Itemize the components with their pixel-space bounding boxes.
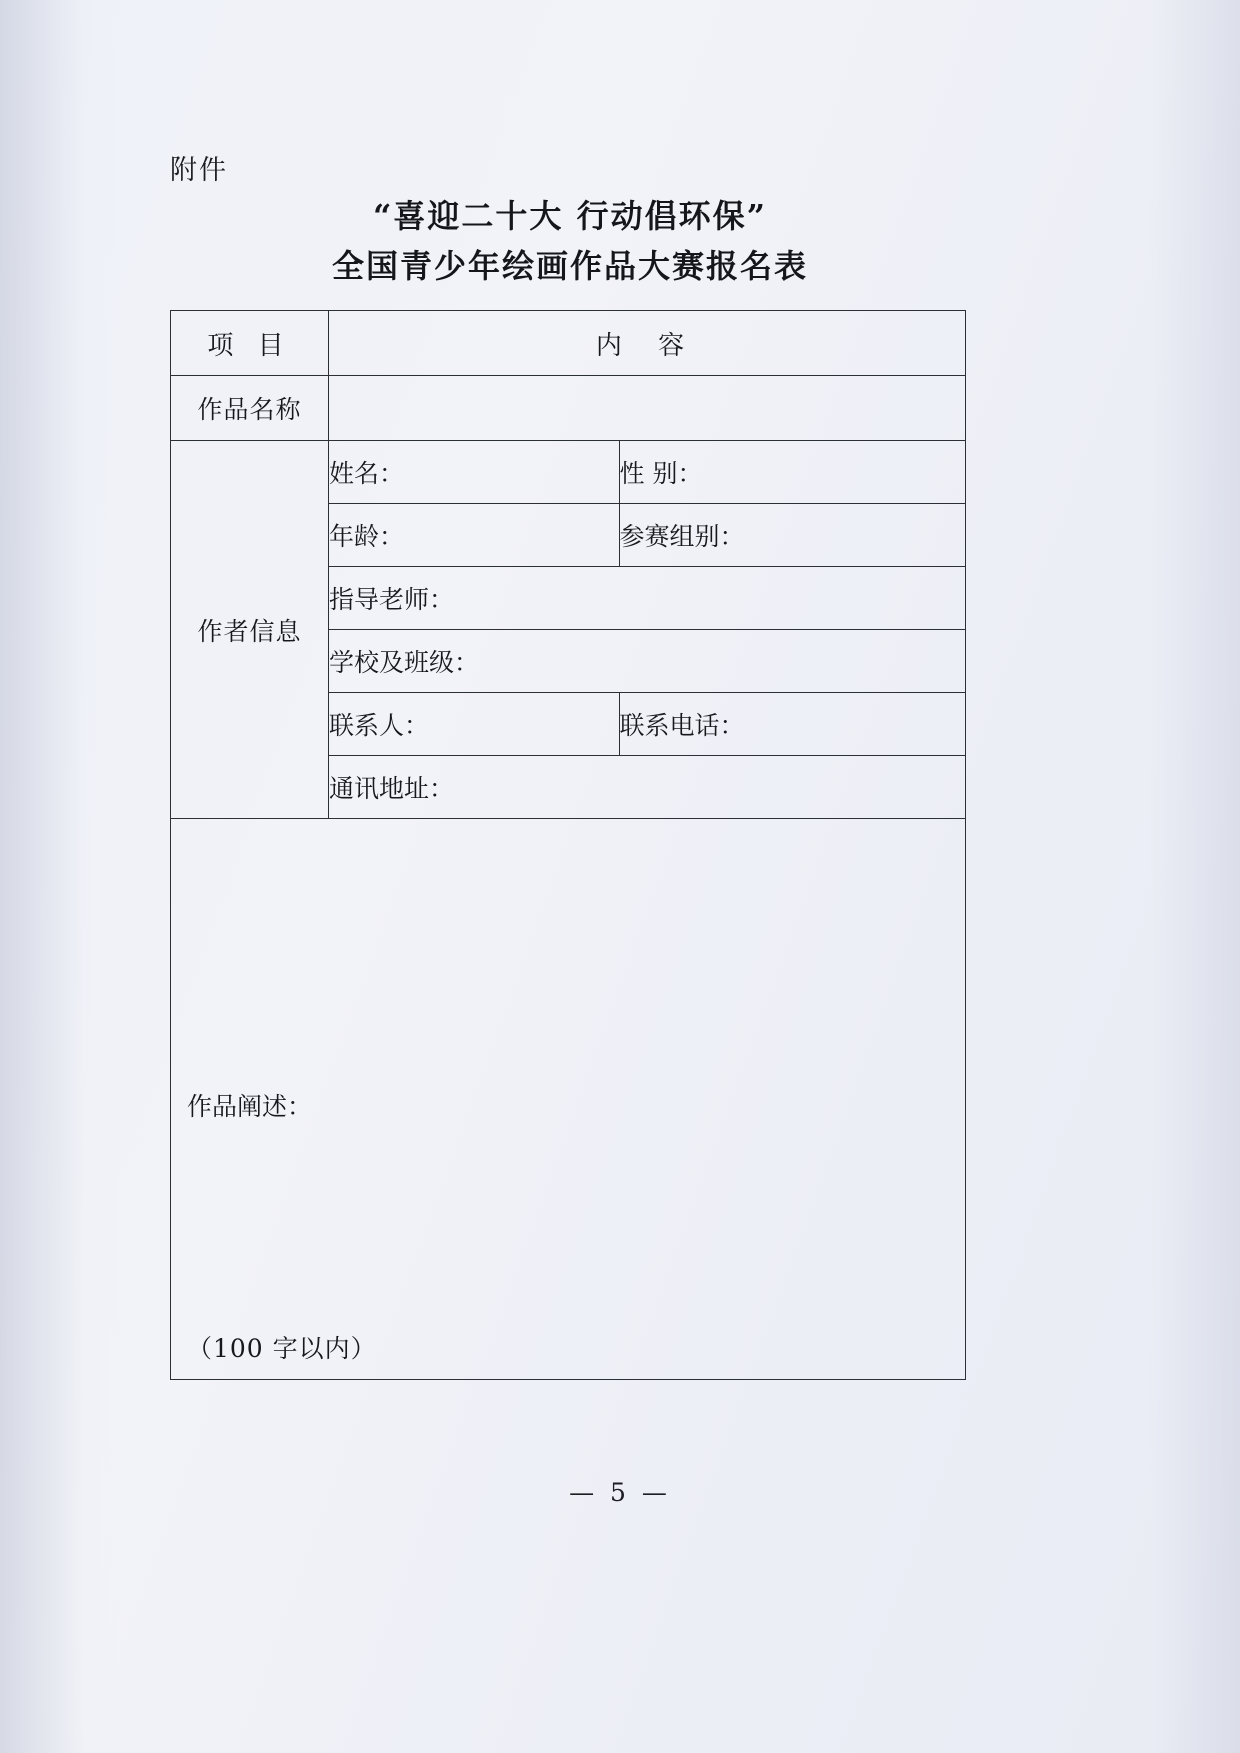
table-row-teacher [329,567,966,630]
table-row-work-title [171,376,966,441]
table-row-address [329,756,966,819]
title-line-1: “喜迎二十大 行动倡环保” [373,197,767,235]
registration-form-table [170,310,966,1380]
attachment-label: 附件 [170,155,228,186]
label-name: 姓名： [329,459,405,488]
input-work-title[interactable] [329,376,966,441]
title-line-2: 全国青少年绘画作品大赛报名表 [331,246,808,285]
label-age: 年龄： [329,522,405,551]
statement-note: （100 字以内） [187,1334,377,1363]
field-contact-person[interactable] [329,693,619,756]
table-header-row [171,311,966,376]
label-school-class: 学校及班级： [329,648,480,677]
label-contact-person: 联系人： [329,711,430,740]
field-address[interactable] [329,756,966,819]
author-info-subtable [329,441,966,818]
table-row-age-group [329,504,966,567]
field-age[interactable] [329,504,619,567]
field-statement[interactable] [171,819,966,1380]
header-cell-item [171,311,329,376]
table-row-name-gender [329,441,966,504]
field-gender[interactable] [619,441,966,504]
header-content-label: 内 容 [595,330,699,361]
field-name[interactable] [329,441,619,504]
field-contest-group[interactable] [619,504,966,567]
label-contact-phone: 联系电话： [619,711,745,740]
field-school-class[interactable] [329,630,966,693]
author-info-subtable-cell [329,441,966,819]
table-row-contact [329,693,966,756]
label-author-info: 作者信息 [171,441,329,819]
field-contact-phone[interactable] [619,693,966,756]
document-title [170,192,970,291]
table-row-statement [171,819,966,1380]
label-statement: 作品阐述： [187,1092,313,1121]
label-address: 通讯地址： [329,774,455,803]
field-teacher[interactable] [329,567,966,630]
table-row-school-class [329,630,966,693]
label-contest-group: 参赛组别： [619,522,745,551]
label-teacher: 指导老师： [329,585,455,614]
label-work-title: 作品名称 [171,376,329,441]
table-row-author-info [171,441,966,819]
label-gender: 性 别： [619,459,703,488]
header-item-label: 项 目 [207,330,292,361]
page-number: — 5 — [569,1478,671,1507]
header-cell-content [329,311,966,376]
